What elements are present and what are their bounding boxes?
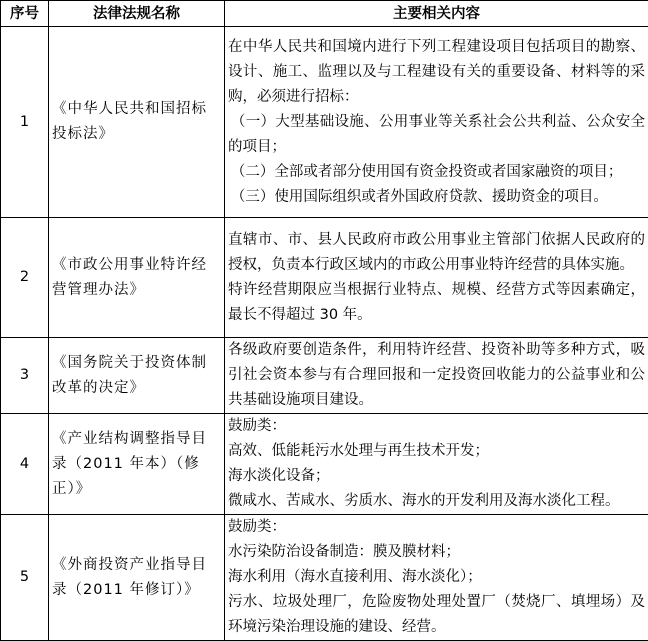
table-row: [1, 414, 648, 515]
content-paragraph: 高效、低能耗污水处理与再生技术开发；: [228, 439, 645, 464]
table-row: [1, 515, 648, 641]
content-paragraph: （三）使用国际组织或者外国政府贷款、援助资金的项目。: [228, 185, 645, 210]
row-law-name: 《外商投资产业指导目录（2011 年修订）》: [49, 515, 225, 641]
row-law-name: 《市政公用事业特许经营管理办法》: [49, 218, 225, 338]
table-header-row: [1, 1, 648, 27]
row-content: [225, 27, 648, 218]
row-serial-number: 4: [1, 414, 49, 515]
table-row: [1, 218, 648, 338]
row-law-name: 《产业结构调整指导目录（2011 年本）（修正）》: [49, 414, 225, 515]
table-row: [1, 338, 648, 414]
content-paragraph: 鼓励类：: [228, 515, 645, 540]
row-serial-number: 2: [1, 218, 49, 338]
row-law-name: 《国务院关于投资体制改革的决定》: [49, 338, 225, 414]
content-paragraph: 水污染防治设备制造：膜及膜材料；: [228, 540, 645, 565]
content-paragraph: 海水利用（海水直接利用、海水淡化）；: [228, 565, 645, 590]
content-paragraph: 鼓励类：: [228, 414, 645, 439]
content-paragraph: （一）大型基础设施、公用事业等关系社会公共利益、公众安全的项目；: [228, 110, 645, 160]
row-serial-number: 1: [1, 27, 49, 218]
row-content: [225, 414, 648, 515]
content-paragraph: 微咸水、苦咸水、劣质水、海水的开发利用及海水淡化工程。: [228, 489, 645, 514]
row-content: [225, 218, 648, 338]
row-law-name: 《中华人民共和国招标投标法》: [49, 27, 225, 218]
content-paragraph: 各级政府要创造条件，利用特许经营、投资补助等多种方式，吸引社会资本参与有合理回报和一定投资回收能力的公益事业和公共基础设施项目建设。: [228, 338, 645, 413]
content-paragraph: 海水淡化设备；: [228, 464, 645, 489]
content-paragraph: （二）全部或者部分使用国有资金投资或者国家融资的项目；: [228, 160, 645, 185]
content-paragraph: 特许经营期限应当根据行业特点、规模、经营方式等因素确定，最长不得超过 30 年。: [228, 278, 645, 328]
header-law-name: 法律法规名称: [49, 1, 225, 27]
row-content: [225, 338, 648, 414]
table-row: [1, 27, 648, 218]
content-paragraph: 直辖市、市、县人民政府市政公用事业主管部门依据人民政府的授权，负责本行政区域内的市政公用事业特许经营的具体实施。: [228, 228, 645, 278]
header-serial-number: 序号: [1, 1, 49, 27]
row-serial-number: 3: [1, 338, 49, 414]
header-main-content: 主要相关内容: [225, 1, 648, 27]
row-serial-number: 5: [1, 515, 49, 641]
content-paragraph: 在中华人民共和国境内进行下列工程建设项目包括项目的勘察、设计、施工、监理以及与工程建设有关的重要设备、材料等的采购，必须进行招标：: [228, 35, 645, 110]
content-paragraph: 污水、垃圾处理厂，危险废物处理处置厂（焚烧厂、填埋场）及环境污染治理设施的建设、经营。: [228, 590, 645, 640]
row-content: [225, 515, 648, 641]
